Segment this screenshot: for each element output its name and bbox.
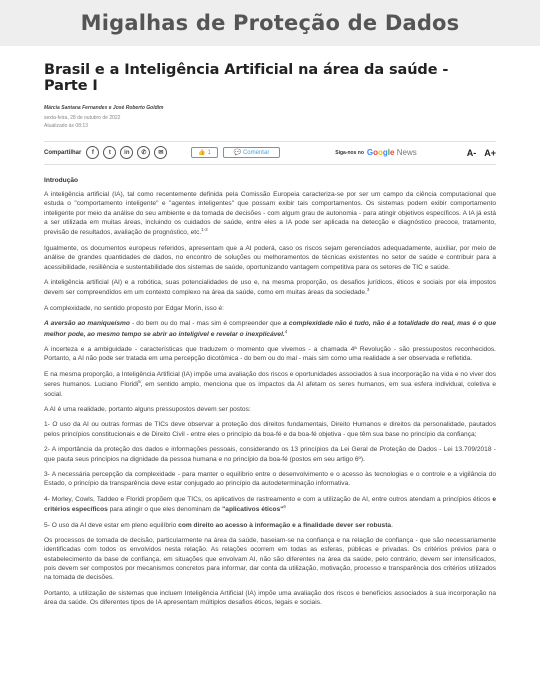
- footnote-ref[interactable]: 5: [138, 379, 141, 385]
- article-meta: [44, 115, 496, 131]
- google-news-logo: Google News: [366, 148, 417, 157]
- font-decrease-button[interactable]: A-: [466, 147, 477, 158]
- article-updated: Atualizado às 08:13: [44, 122, 88, 129]
- whatsapp-icon[interactable]: ✆: [137, 146, 150, 159]
- footnote-ref[interactable]: 1-2: [201, 227, 208, 233]
- paragraph: A inteligência artificial (AI) e a robótica, suas potencialidades de uso e, na mesma proporção, os desafios jurídicos, éticos e sociais por ela impostos devem ser compreendidos em um contexto complexo na área da saúde, como em muitas áreas da sociedade.$^3$: [44, 278, 496, 297]
- like-button[interactable]: 👍 1: [191, 147, 217, 158]
- comment-label: Comentar: [242, 150, 270, 156]
- article-authors[interactable]: Márcia Santana Fernandes e José Roberto Goldim: [44, 105, 164, 111]
- site-header: [0, 0, 540, 46]
- section-title: Introdução: [44, 176, 79, 184]
- list-item: 5- O uso da AI deve estar em pleno equilíbrio com direito ao acesso à informação e a finalidade dever ser robusta.: [44, 521, 393, 529]
- linkedin-icon[interactable]: in: [120, 146, 133, 159]
- article: [0, 62, 540, 607]
- follow-label: Siga-nos no: [335, 149, 364, 156]
- comment-button[interactable]: 💬 Comentar: [223, 147, 280, 158]
- follow-google-news[interactable]: [335, 148, 416, 157]
- facebook-icon[interactable]: f: [86, 146, 99, 159]
- font-increase-button[interactable]: A+: [484, 147, 496, 158]
- like-count: 1: [207, 150, 211, 156]
- quote: A aversão ao maniqueísmo - do bem ou do mal - mas sim é compreender que a complexidade não é tudo, não é a totalidade do real, mas é o que melhor pode, ao mesmo tempo se abrir ao inteligível e revelar o inexplicável.$^4$: [44, 320, 496, 338]
- site-title[interactable]: Migalhas de Proteção de Dados: [80, 11, 460, 35]
- footnote-ref[interactable]: 4: [284, 328, 288, 334]
- article-title: Brasil e a Inteligência Artificial na área da saúde - Parte I: [44, 62, 449, 94]
- paragraph: Os processos de tomada de decisão, particularmente na área da saúde, baseiam-se na confiança e na relação de confiança - que são necessariamente identificadas com todos os envolvidos nesta relação. As relações ocorrem em todas as esferas, públicas e privadas. Os critérios prévios para o estabelecimento da base de confiança, em situações que envolvam AI, não são diferentes na área da saúde, pelo contrário, devem ser intensificados, pois devem ser compostos por mecanismos concretos para informar, dar conta da utilização, motivação, processo e transparência dos critérios utilizados na tomada de decisões.: [44, 536, 496, 582]
- article-body: [44, 176, 496, 608]
- paragraph: E na mesma proporção, a Inteligência Artificial (IA) impõe uma avaliação dos riscos e oportunidades associados à sua incorporação na vida e no viver dos seres humanos. Luciano Floridi$^5$, em sentido amplo, menciona que os impactos da AI afetam os seres humanos, em sua esfera individual, coletiva e social.: [44, 370, 496, 398]
- list-item: 4- Morley, Cowls, Taddeo e Floridi propõem que TICs, os aplicativos de rastreamento e com a utilização de AI, entre outros atendam a princípios éticos e critérios específicos para atingir o que eles denominam de "aplicativos éticos"$^6$: [44, 495, 496, 514]
- font-size-controls: [459, 148, 496, 158]
- paragraph: Igualmente, os documentos europeus referidos, apresentam que a AI poderá, caso os riscos sejam gerenciados adequadamente, auxiliar, por meio de análise de grandes quantidades de dados, no encontro de soluções ou melhoramentos de técnicas existentes no setor de saúde e contribuir para a acessibilidade, resiliência e sustentabilidade dos sistemas de saúde, oportunizando vantagem competitiva para os setores de TIC e saúde.: [44, 244, 496, 271]
- footnote-ref[interactable]: 3: [366, 287, 370, 293]
- paragraph: A AI é uma realidade, portanto alguns pressupostos devem ser postos:: [44, 406, 251, 414]
- paragraph: A incerteza e a ambiguidade - características que traduzem o momento que vivemos - a chamada 4ª Revolução - são pressupostos reconhecidos. Portanto, a AI não pode ser tratada em uma percepção dicotômica - do bem ou do mal - mais sim como uma realidade a ser observada e refletida.: [44, 346, 496, 363]
- list-item: 2- A importância da proteção dos dados e informações pessoais, considerando os 13 princípios da Lei Geral de Proteção de Dados - Lei 13.709/2018 - que pauta seus princípios na dignidade da pessoa humana e no princípio da boa-fé (postos em seu artigo 6º).: [44, 446, 496, 463]
- paragraph: A inteligência artificial (IA), tal como recentemente definida pela Comissão Europeia caracteriza-se por ser um campo da ciência computacional que estuda o "comportamento inteligente" e "agentes inteligentes" que possam exibir tais comportamentos. Os sistemas podem exibir comportamento inteligente por meio da análise do seu ambiente e da tomada de decisões - com algum grau de autonomia - para atingir objetivos específicos. A IA já está a ser utilizada em muitas áreas, incluindo os cuidados de saúde, entre eles a IA pode ser aplicada na detecção e diagnóstico precoce, tratamento, previsão de resultados, avaliação de prognóstico, etc.$^{1-2}$: [44, 190, 496, 237]
- footnote-ref[interactable]: 6: [283, 503, 286, 509]
- list-item: 3- A necessária percepção da complexidade - para manter o equilíbrio entre o desenvolvimento e o acesso às tecnologias e o controle e a vigilância do Estado, o princípio da transparência deve estar conjugado ao princípio da autodeterminação informativa.: [44, 470, 496, 488]
- share-label: Compartilhar: [44, 149, 82, 156]
- paragraph: Portanto, a utilização de sistemas que incluem Inteligência Artificial (IA) impõe uma avaliação dos riscos e benefícios associados à sua incorporação na área da saúde. Os diferentes tipos de IA apresentam múltiplos desafios éticos, legais e sociais.: [44, 589, 496, 607]
- twitter-icon[interactable]: t: [103, 146, 116, 159]
- email-icon[interactable]: ✉: [154, 146, 167, 159]
- article-date: sexta-feira, 28 de outubro de 2022: [44, 115, 121, 121]
- list-item: 1- O uso da AI ou outras formas de TICs deve observar a proteção dos direitos fundamentais, Direito Humanos e direitos da personalidade, pautados pelos princípios constitucionais e de Direito Civil - entre eles o princípio da boa-fé e da boa-fé objetiva - que têm sua base no princípio da confiança;: [44, 421, 496, 438]
- paragraph: A complexidade, no sentido proposto por Edgar Morin, isso é:: [44, 304, 224, 312]
- share-bar: [44, 141, 496, 165]
